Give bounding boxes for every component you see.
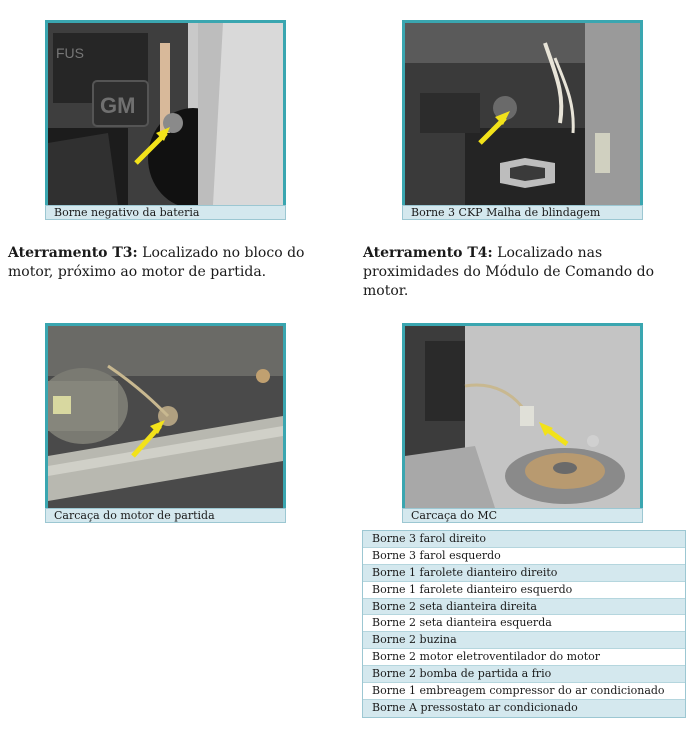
table-row: Borne 2 motor eletroventilador do motor [363, 649, 685, 666]
fuse-box-label: FUS [56, 45, 84, 61]
photo-mc-illustration [405, 326, 640, 508]
table-row: Borne 1 embreagem compressor do ar condicionado [363, 683, 685, 700]
photo-ckp-shield [402, 20, 643, 205]
photo-ckp-illustration [405, 23, 640, 205]
photo-starter-housing [45, 323, 286, 508]
terminal-list-table [362, 530, 686, 718]
table-row: Borne 2 seta dianteira direita [363, 599, 685, 616]
caption-ckp-shield: Borne 3 CKP Malha de blindagem [402, 205, 643, 220]
photo-battery-illustration [48, 23, 283, 205]
photo-mc-housing [402, 323, 643, 508]
table-row: Borne 3 farol direito [363, 531, 685, 548]
heading-ground-t4: Aterramento T4: [363, 245, 493, 261]
caption-mc-housing: Carcaça do MC [402, 508, 643, 523]
photo-battery-negative [45, 20, 286, 205]
paragraph-ground-t4 [363, 244, 663, 301]
caption-battery-negative: Borne negativo da bateria [45, 205, 286, 220]
photo-starter-illustration [48, 326, 283, 508]
body-ground-t4: Localizado nas proximidades do Módulo de Comando do motor. [363, 245, 655, 299]
gm-logo-text: GM [100, 93, 136, 118]
table-row: Borne 1 farolete dianteiro esquerdo [363, 582, 685, 599]
table-row: Borne 1 farolete dianteiro direito [363, 565, 685, 582]
caption-starter-housing: Carcaça do motor de partida [45, 508, 286, 523]
body-ground-t3: Localizado no bloco do motor, próximo ao motor de partida. [8, 245, 305, 280]
heading-ground-t3: Aterramento T3: [8, 245, 138, 261]
table-row: Borne 2 buzina [363, 632, 685, 649]
table-row: Borne 2 bomba de partida a frio [363, 666, 685, 683]
table-row: Borne A pressostato ar condicionado [363, 700, 685, 717]
table-row: Borne 3 farol esquerdo [363, 548, 685, 565]
table-row: Borne 2 seta dianteira esquerda [363, 615, 685, 632]
paragraph-ground-t3 [8, 244, 308, 282]
